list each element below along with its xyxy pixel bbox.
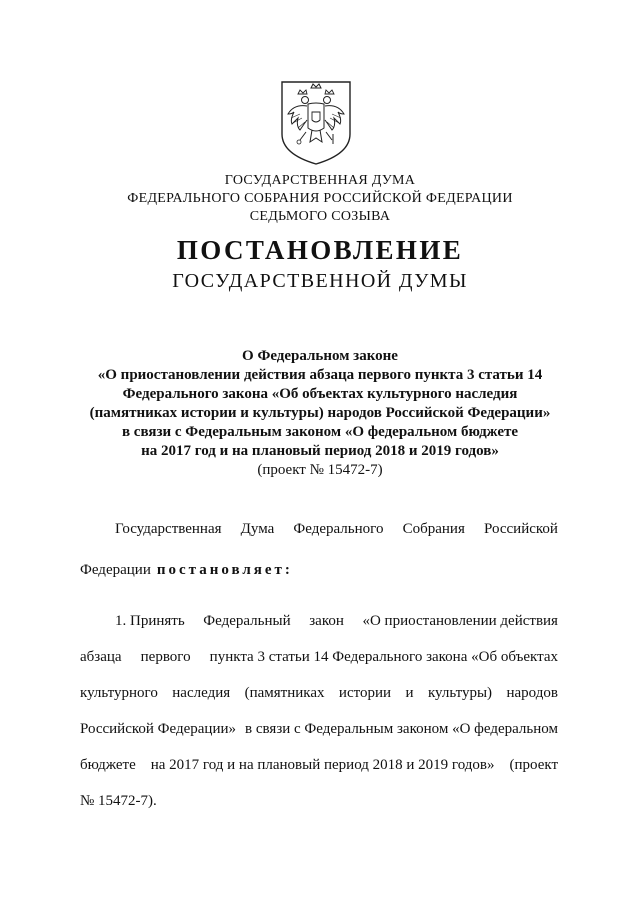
russian-coat-of-arms-icon	[278, 78, 354, 166]
text-chunk: (памятниках	[244, 685, 325, 701]
text-chunk: (проект	[509, 757, 558, 773]
text-chunk: и	[405, 685, 414, 701]
org-line: ГОСУДАРСТВЕННАЯ ДУМА	[224, 173, 416, 188]
word: Федерации	[80, 562, 151, 578]
org-line: СЕДЬМОГО СОЗЫВА	[249, 209, 391, 224]
text-chunk: закон	[309, 613, 344, 629]
item-line	[80, 792, 558, 811]
preamble-paragraph	[80, 520, 558, 580]
decree-verb: постановляет:	[156, 562, 293, 578]
org-line: ФЕДЕРАЛЬНОГО СОБРАНИЯ РОССИЙСКОЙ ФЕДЕРАЦИИ	[127, 191, 513, 206]
document-type-subtitle: ГОСУДАРСТВЕННОЙ ДУМЫ	[172, 270, 468, 292]
text-chunk: первого	[140, 649, 191, 665]
document-type-title: ПОСТАНОВЛЕНИЕ	[176, 235, 464, 265]
word: Собрания	[402, 521, 465, 537]
subject-line: на 2017 год и на плановый период 2018 и 2019 годов»	[141, 443, 499, 459]
text-chunk: в связи с Федеральным законом «О федеральном	[245, 721, 558, 737]
preamble-line	[80, 561, 558, 580]
item-line	[80, 684, 558, 703]
subject-line: О Федеральном законе	[242, 348, 398, 364]
text-chunk: «О приостановлении действия	[362, 613, 558, 629]
word: Дума	[240, 521, 275, 537]
text-chunk: № 15472-7).	[80, 793, 157, 809]
subject-line: в связи с Федеральным законом «О федеральном бюджете	[121, 424, 519, 440]
subject-line: «О приостановлении действия абзаца первого пункта 3 статьи 14	[97, 367, 543, 383]
text-chunk: народов	[506, 685, 558, 701]
word: Федерального	[293, 521, 384, 537]
project-number: (проект № 15472-7)	[257, 462, 383, 478]
document-subject	[0, 347, 640, 461]
text-chunk: 1. Принять	[115, 613, 185, 629]
text-chunk: абзаца	[80, 649, 122, 665]
subject-line: (памятниках истории и культуры) народов Российской Федерации»	[89, 405, 551, 421]
text-chunk: бюджете	[80, 757, 136, 773]
word: Российской	[484, 521, 558, 537]
organization-header	[0, 172, 640, 226]
text-chunk: Российской Федерации»	[80, 721, 237, 737]
subject-line: Федерального закона «Об объектах культурного наследия	[122, 386, 518, 402]
text-chunk: культурного	[80, 685, 158, 701]
preamble-line	[80, 520, 558, 539]
text-chunk: пункта 3 статьи 14 Федерального закона «Об объектах	[209, 649, 558, 665]
text-chunk: наследия	[172, 685, 231, 701]
item-line	[80, 720, 558, 739]
text-chunk: истории	[338, 685, 392, 701]
word: Государственная	[115, 521, 222, 537]
item-line	[80, 756, 558, 775]
item-line	[80, 648, 558, 667]
text-chunk: культуры)	[427, 685, 493, 701]
text-chunk: на 2017 год и на плановый период 2018 и 2019 годов»	[150, 757, 495, 773]
item-1-paragraph	[80, 612, 558, 811]
text-chunk: Федеральный	[203, 613, 291, 629]
item-line	[80, 612, 558, 631]
